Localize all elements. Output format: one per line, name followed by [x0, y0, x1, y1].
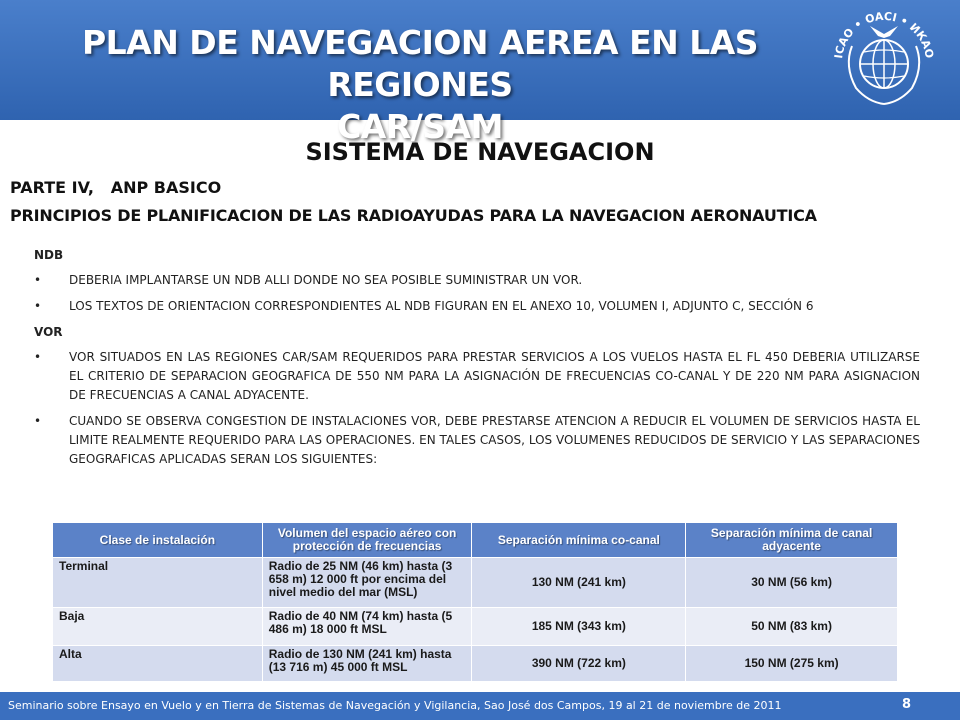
table-cell: 390 NM (722 km): [472, 646, 686, 682]
header-bar: [0, 0, 960, 146]
table-cell: 50 NM (83 km): [686, 608, 898, 646]
vor-heading: VOR: [34, 325, 63, 339]
table-cell: Alta: [53, 646, 263, 682]
table-row: [53, 608, 898, 646]
table-header-cell: Separación mínima de canal adyacente: [686, 523, 898, 558]
table-cell: Radio de 40 NM (74 km) hasta (5 486 m) 18 000 ft MSL: [262, 608, 472, 646]
page-title-line2: CAR/SAM: [337, 107, 503, 146]
logo-text: ICAO • OACI • ИКАО: [832, 9, 936, 60]
page-title: [20, 22, 820, 148]
table-cell: 150 NM (275 km): [686, 646, 898, 682]
table-header-cell: Volumen del espacio aéreo con protección de frecuencias: [262, 523, 472, 558]
vor-bullet-1: • VOR SITUADOS EN LAS REGIONES CAR/SAM REQUERIDOS PARA PRESTAR SERVICIOS A LOS VUELOS HASTA EL FL 450 DEBERIA UTILIZARSE EL CRITERIO DE SEPARACION GEOGRAFICA DE 550 NM PARA LA ASIGNACIÓN DE FRECUENCIAS CO-CANAL Y DE 220 NM PARA ASIGNACION DE FRECUENCIAS A CANAL ADYACENTE.: [34, 348, 920, 405]
table-cell: 185 NM (343 km): [472, 608, 686, 646]
table-cell: Baja: [53, 608, 263, 646]
ndb-bullet-2: • LOS TEXTOS DE ORIENTACION CORRESPONDIENTES AL NDB FIGURAN EN EL ANEXO 10, VOLUMEN I, ADJUNTO C, SECCIÓN 6: [34, 297, 920, 316]
table-row: [53, 646, 898, 682]
footer-text: Seminario sobre Ensayo en Vuelo y en Tierra de Sistemas de Navegación y Vigilancia, Sao José dos Campos, 19 al 21 de noviembre de 2011: [8, 699, 782, 712]
table-row: [53, 558, 898, 608]
body-text: [34, 246, 920, 476]
ndb-heading: NDB: [34, 248, 64, 262]
table-cell: Radio de 130 NM (241 km) hasta (13 716 m) 45 000 ft MSL: [262, 646, 472, 682]
section-title: SISTEMA DE NAVEGACION: [305, 138, 655, 166]
footer-bar: [0, 692, 960, 720]
icao-logo: [828, 6, 940, 112]
table-cell: Radio de 25 NM (46 km) hasta (3 658 m) 12 000 ft por encima del nivel medio del mar (MSL): [262, 558, 472, 608]
page-number: 8: [902, 697, 912, 712]
principles-heading: PRINCIPIOS DE PLANIFICACION DE LAS RADIOAYUDAS PARA LA NAVEGACION AERONAUTICA: [10, 206, 817, 225]
table-header-row: [53, 523, 898, 558]
table-cell: 30 NM (56 km): [686, 558, 898, 608]
table-header-cell: Clase de instalación: [53, 523, 263, 558]
table-header-cell: Separación mínima co-canal: [472, 523, 686, 558]
page-title-line1: PLAN DE NAVEGACION AEREA EN LAS REGIONES: [81, 23, 759, 104]
vor-bullet-2: • CUANDO SE OBSERVA CONGESTION DE INSTALACIONES VOR, DEBE PRESTARSE ATENCION A REDUCIR EL VOLUMEN DE SERVICIOS HASTA EL LIMITE REALMENTE REQUERIDO PARA LAS OPERACIONES. EN TALES CASOS, LOS VOLUMENES REDUCIDOS DE SERVICIO Y LAS SEPARACIONES GEOGRAFICAS APLICADAS SERAN LOS SIGUIENTES:: [34, 412, 920, 469]
table-cell: 130 NM (241 km): [472, 558, 686, 608]
table-cell: Terminal: [53, 558, 263, 608]
part-heading: PARTE IV, ANP BASICO: [10, 178, 222, 197]
vor-separation-table: [52, 522, 898, 682]
ndb-bullet-1: • DEBERIA IMPLANTARSE UN NDB ALLI DONDE NO SEA POSIBLE SUMINISTRAR UN VOR.: [34, 271, 920, 290]
